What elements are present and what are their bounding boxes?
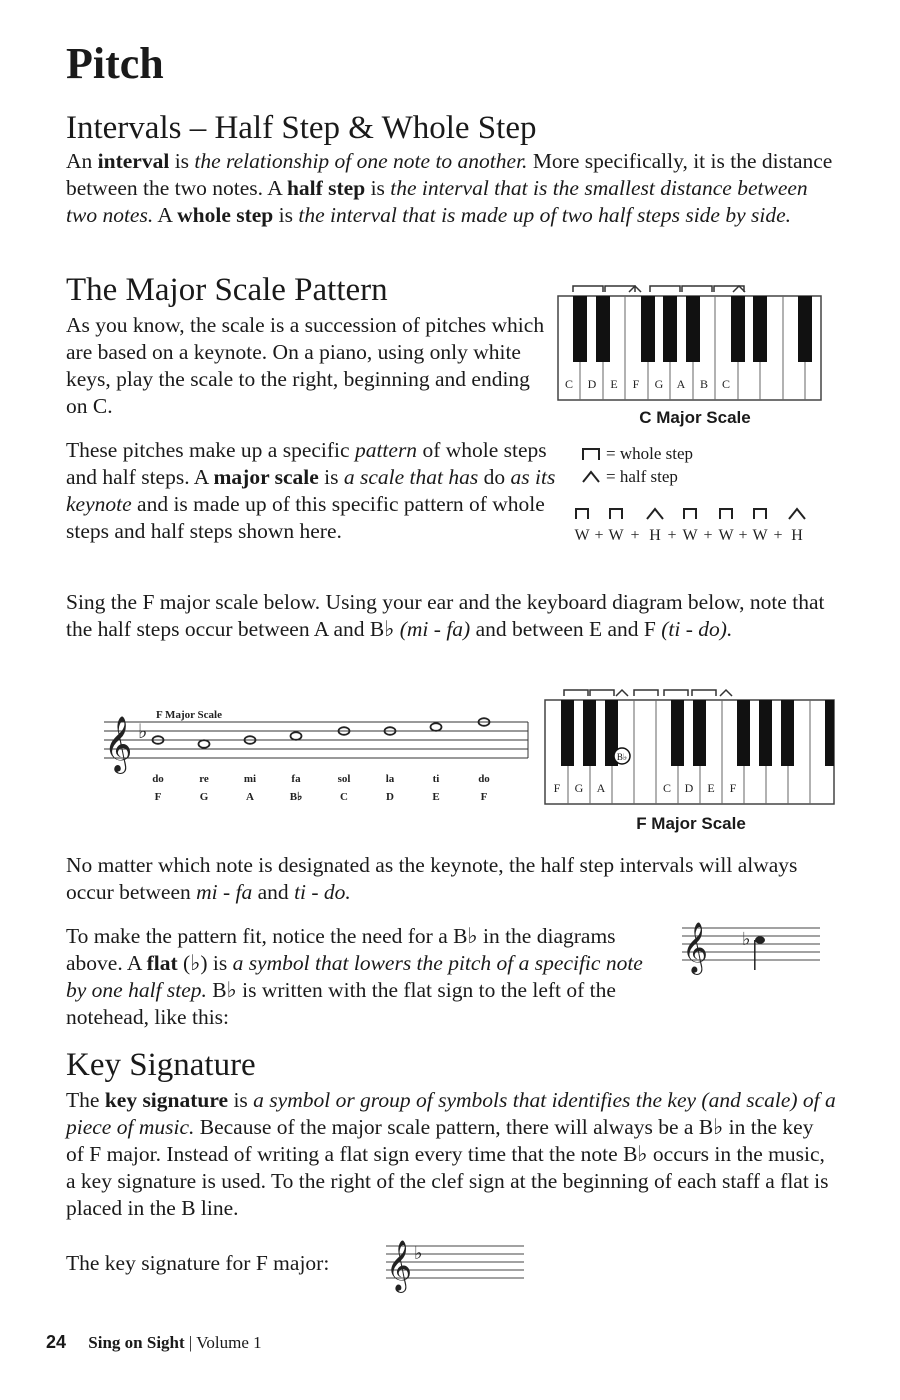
whole-step-bracket bbox=[682, 286, 712, 292]
f-major-staff bbox=[98, 700, 534, 810]
half-step-caret bbox=[647, 509, 663, 519]
step-plus: + bbox=[630, 527, 640, 544]
page-title: Pitch bbox=[66, 39, 164, 88]
heading-major-scale: The Major Scale Pattern bbox=[66, 272, 388, 308]
b-flat-marker-label: B♭ bbox=[616, 752, 628, 762]
treble-clef-icon: 𝄞 bbox=[682, 923, 709, 972]
black-key bbox=[596, 296, 610, 362]
half-step-caret bbox=[616, 690, 628, 696]
half-step-caret bbox=[789, 509, 805, 519]
note-letter: A bbox=[246, 791, 254, 803]
key-label: F bbox=[632, 377, 640, 391]
step-letter: W bbox=[752, 527, 768, 544]
black-key bbox=[759, 700, 772, 766]
step-pattern bbox=[572, 503, 822, 547]
whole-step-bracket bbox=[692, 690, 716, 696]
solfege-label: la bbox=[385, 773, 395, 785]
key-label: C bbox=[564, 377, 574, 391]
black-key bbox=[671, 700, 684, 766]
whole-step-bracket bbox=[720, 509, 732, 519]
note-letter: G bbox=[199, 791, 209, 803]
volume-label: Volume 1 bbox=[196, 1333, 262, 1352]
black-key bbox=[737, 700, 750, 766]
solfege-label: do bbox=[152, 773, 164, 785]
step-letter: W bbox=[682, 527, 698, 544]
step-letter: W bbox=[608, 527, 624, 544]
half-step-symbol bbox=[580, 468, 602, 484]
page-number: 24 bbox=[46, 1332, 67, 1352]
whole-step-bracket bbox=[573, 286, 603, 292]
black-key bbox=[663, 296, 677, 362]
note-head bbox=[431, 723, 442, 731]
footer-separator: | bbox=[188, 1333, 193, 1352]
whole-step-bracket bbox=[634, 690, 658, 696]
key-label: F bbox=[729, 781, 737, 795]
whole-step-bracket bbox=[664, 690, 688, 696]
whole-step-bracket bbox=[590, 690, 614, 696]
black-key bbox=[686, 296, 700, 362]
whole-step-bracket bbox=[576, 509, 588, 519]
b-flat-example-staff bbox=[678, 912, 824, 976]
solfege-label: mi bbox=[243, 773, 257, 785]
whole-step-bracket bbox=[684, 509, 696, 519]
whole-step-bracket bbox=[564, 690, 588, 696]
key-label: D bbox=[587, 377, 597, 391]
c-major-keyboard-diagram bbox=[555, 280, 825, 405]
key-label: A bbox=[676, 377, 686, 391]
step-plus: + bbox=[773, 527, 783, 544]
solfege-label: fa bbox=[291, 773, 301, 785]
black-key bbox=[561, 700, 574, 766]
major-scale-paragraph-5: To make the pattern fit, notice the need for a B♭ in the diagrams above. A flat (♭) is a symbol that lowers the pitch of a specific note by one half step. B♭ is written with the flat sign to the left of the notehead, like this: bbox=[66, 924, 643, 1029]
half-step-legend: = half step bbox=[606, 467, 678, 486]
step-plus: + bbox=[594, 527, 604, 544]
step-plus: + bbox=[703, 527, 713, 544]
major-scale-paragraph-3: Sing the F major scale below. Using your ear and the keyboard diagram below, note that the half steps occur between A and B♭ (mi - fa) and between E and F (ti - do). bbox=[66, 590, 825, 641]
f-major-caption: F Major Scale bbox=[636, 814, 746, 833]
key-label: G bbox=[654, 377, 664, 391]
note-letter: D bbox=[386, 791, 394, 803]
black-key bbox=[798, 296, 812, 362]
solfege-label: do bbox=[478, 773, 490, 785]
step-brackets bbox=[564, 690, 732, 696]
intervals-paragraph: An interval is the relationship of one note to another. More specifically, it is the distance between the two notes. A half step is the interval that is the smallest distance between two notes. A whole step is the interval that is made up of two half steps side by side. bbox=[66, 149, 833, 227]
solfege-label: sol bbox=[337, 773, 351, 785]
black-key bbox=[573, 296, 587, 362]
treble-clef-icon: 𝄞 bbox=[386, 1241, 413, 1290]
note-head bbox=[755, 936, 765, 944]
step-letter: W bbox=[718, 527, 734, 544]
solfege-label: re bbox=[199, 773, 209, 785]
key-label: E bbox=[610, 377, 618, 391]
whole-step-bracket bbox=[610, 509, 622, 519]
staff-lines bbox=[104, 722, 528, 758]
solfege-label: ti bbox=[432, 773, 440, 785]
whole-step-bracket bbox=[650, 286, 680, 292]
black-key bbox=[693, 700, 706, 766]
note-letter: C bbox=[340, 791, 348, 803]
note-head bbox=[199, 740, 210, 748]
half-step-caret bbox=[720, 690, 732, 696]
key-label: B bbox=[699, 377, 709, 391]
step-plus: + bbox=[667, 527, 677, 544]
major-scale-paragraph-1: As you know, the scale is a succession of pitches which are based on a keynote. On a piano, using only white keys, play the scale to the right, beginning and ending on C. bbox=[66, 313, 545, 418]
note-letter: B♭ bbox=[289, 791, 303, 803]
key-label: G bbox=[574, 781, 584, 795]
key-signature-paragraph: The key signature is a symbol or group of symbols that identifies the key (and scale) of a piece of music. Because of the major scale pattern, there will always be a B♭ in the key of F major. Instead of writing a flat sign every time that the note B♭ occurs in the music, a key signature is used. To the right of the clef sign at the beginning of each staff a flat is placed in the B line. bbox=[66, 1088, 836, 1220]
key-label: F bbox=[553, 781, 561, 795]
major-scale-paragraph-4: No matter which note is designated as the keynote, the half step intervals will always occur between mi - fa and ti - do. bbox=[66, 853, 798, 904]
black-key bbox=[583, 700, 596, 766]
key-label: C bbox=[662, 781, 672, 795]
key-label: C bbox=[721, 377, 731, 391]
black-key bbox=[641, 296, 655, 362]
page-footer bbox=[46, 1332, 262, 1353]
c-major-caption: C Major Scale bbox=[639, 408, 751, 427]
f-major-keyboard-diagram bbox=[542, 684, 838, 810]
f-major-key-signature-staff bbox=[382, 1230, 528, 1294]
step-letter: H bbox=[649, 527, 661, 544]
whole-step-bracket bbox=[754, 509, 766, 519]
step-plus: + bbox=[738, 527, 748, 544]
note-letter: F bbox=[154, 791, 162, 803]
flat-sign-icon: ♭ bbox=[138, 721, 148, 743]
half-step-caret bbox=[733, 286, 745, 292]
key-signature-label: The key signature for F major: bbox=[66, 1251, 330, 1275]
major-scale-paragraph-2: These pitches make up a specific pattern of whole steps and half steps. A major scale is a scale that has do as its keynote and is made up of this specific pattern of whole steps and half steps shown here. bbox=[66, 438, 556, 543]
heading-key-signature: Key Signature bbox=[66, 1047, 256, 1083]
black-key bbox=[781, 700, 794, 766]
book-title: Sing on Sight bbox=[88, 1333, 185, 1352]
step-brackets bbox=[573, 286, 745, 292]
flat-sign-icon: ♭ bbox=[414, 1243, 423, 1263]
black-key bbox=[753, 296, 767, 362]
note-letter: E bbox=[432, 791, 440, 803]
note-head bbox=[291, 732, 302, 740]
black-key bbox=[731, 296, 745, 362]
step-letter: W bbox=[574, 527, 590, 544]
staff-title: F Major Scale bbox=[156, 709, 222, 721]
key-label: D bbox=[684, 781, 694, 795]
key-label: E bbox=[707, 781, 715, 795]
note-letter: F bbox=[480, 791, 488, 803]
heading-intervals: Intervals – Half Step & Whole Step bbox=[66, 110, 537, 146]
whole-step-legend: = whole step bbox=[606, 444, 694, 463]
flat-sign-icon: ♭ bbox=[742, 929, 751, 949]
step-letter: H bbox=[791, 527, 803, 544]
key-label: A bbox=[596, 781, 606, 795]
black-key bbox=[825, 700, 834, 766]
treble-clef-icon: 𝄞 bbox=[104, 718, 133, 771]
whole-step-symbol bbox=[580, 446, 602, 462]
